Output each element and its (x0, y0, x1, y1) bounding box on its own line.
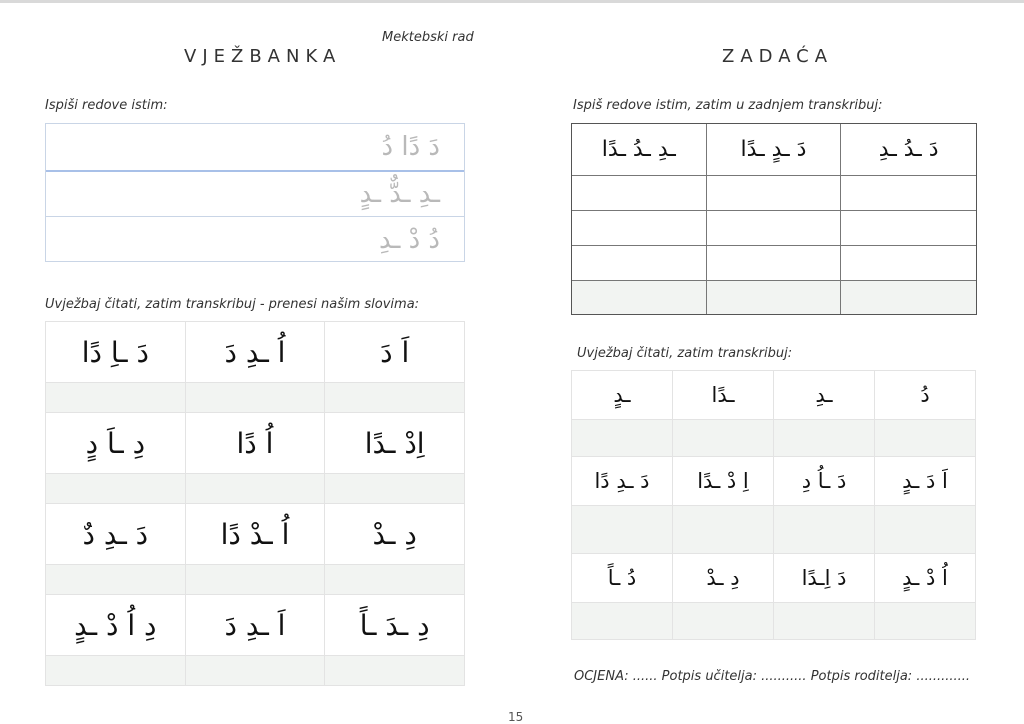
grid-cell (875, 371, 976, 420)
arabic-word: دِ ـدْ (372, 517, 417, 551)
homework-table (571, 123, 977, 315)
writing-line-3[interactable] (46, 217, 464, 263)
writing-cell[interactable] (841, 211, 976, 246)
left-reading-grid (45, 321, 465, 686)
right-reading-grid (571, 370, 976, 640)
arabic-word: اُ ـدِ دَ (224, 335, 286, 369)
grid-cell (875, 457, 976, 506)
right-page-title: ZADAĆA (722, 46, 834, 67)
arabic-word: اُ دًا (236, 426, 274, 460)
transcription-cell[interactable] (774, 506, 875, 554)
line-text: دُ دْ ـدِ (379, 225, 440, 255)
arabic-word: ـدٍ (613, 383, 631, 407)
transcription-cell[interactable] (325, 474, 465, 504)
grid-cell (186, 595, 326, 656)
transcription-cell[interactable] (46, 656, 186, 686)
right-instruction-1: Ispiš redove istim, zatim u zadnjem transkribuj: (573, 98, 883, 113)
writing-cell[interactable] (707, 176, 842, 211)
writing-cell[interactable] (707, 246, 842, 281)
grid-cell (875, 554, 976, 603)
grid-cell (46, 504, 186, 565)
transcription-cell[interactable] (673, 420, 774, 457)
transcription-cell[interactable] (673, 603, 774, 640)
line-text: دَ دًا دُ (381, 132, 440, 162)
left-instruction-1: Ispiši redove istim: (45, 98, 168, 113)
transcription-cell[interactable] (841, 281, 976, 314)
grid-cell (325, 595, 465, 656)
grid-cell (46, 322, 186, 383)
arabic-word: دَ ـدِ دًا (594, 469, 650, 493)
transcription-cell[interactable] (46, 565, 186, 595)
grid-cell (774, 554, 875, 603)
arabic-word: دِ ـدَ ـاً (359, 608, 430, 642)
transcription-cell[interactable] (572, 420, 673, 457)
grid-cell (325, 413, 465, 474)
arabic-word: دَ اِـدًا (801, 566, 847, 590)
grid-cell (572, 554, 673, 603)
grid-cell (325, 322, 465, 383)
transcription-cell[interactable] (707, 281, 842, 314)
arabic-word: اِدْ ـدًا (364, 426, 425, 460)
arabic-word: دِ ـاَ دٍ (85, 426, 146, 460)
arabic-word: دِ اُ دْ ـدٍ (74, 608, 157, 642)
grid-cell (673, 554, 774, 603)
grid-cell (46, 595, 186, 656)
arabic-word: دُ ـاً (607, 566, 637, 590)
transcription-cell[interactable] (673, 506, 774, 554)
transcription-cell[interactable] (572, 506, 673, 554)
arabic-word: ـدِ ـدُ ـدًا (601, 137, 676, 162)
arabic-word: دَ ـدٍ ـدًا (740, 137, 807, 162)
page-number: 15 (508, 710, 524, 724)
writing-cell[interactable] (572, 211, 707, 246)
grid-cell (673, 457, 774, 506)
transcription-cell[interactable] (572, 603, 673, 640)
writing-cell[interactable] (572, 176, 707, 211)
transcription-cell[interactable] (186, 565, 326, 595)
table-header-cell (572, 124, 707, 176)
arabic-word: ـدًا (711, 383, 735, 407)
arabic-word: دِ ـدْ (706, 566, 740, 590)
writing-line-2[interactable] (46, 171, 464, 217)
arabic-word: ـدِ (815, 383, 833, 407)
writing-lines (45, 123, 465, 262)
header-note: Mektebski rad (382, 30, 474, 45)
grid-cell (325, 504, 465, 565)
grid-cell (186, 413, 326, 474)
transcription-cell[interactable] (325, 656, 465, 686)
transcription-cell[interactable] (186, 383, 326, 413)
arabic-word: دُ (920, 383, 930, 407)
transcription-cell[interactable] (572, 281, 707, 314)
writing-cell[interactable] (572, 246, 707, 281)
transcription-cell[interactable] (186, 656, 326, 686)
arabic-word: اَ دَ (380, 335, 410, 369)
left-page-title: VJEŽBANKA (184, 46, 342, 67)
grid-cell (46, 413, 186, 474)
arabic-word: اَ دَ ـدٍ (902, 469, 948, 493)
writing-cell[interactable] (841, 176, 976, 211)
grid-cell (673, 371, 774, 420)
transcription-cell[interactable] (875, 420, 976, 457)
left-instruction-2: Uvježbaj čitati, zatim transkribuj - prenesi našim slovima: (45, 297, 420, 312)
arabic-word: دَ ـدُ ـدِ (878, 137, 939, 162)
grid-cell (572, 371, 673, 420)
line-text: ـدِ ـدٌّ ـدٍ (359, 179, 440, 209)
arabic-word: اَ ـدِ دَ (224, 608, 286, 642)
table-header-cell (707, 124, 842, 176)
transcription-cell[interactable] (325, 383, 465, 413)
grid-cell (186, 322, 326, 383)
transcription-cell[interactable] (875, 603, 976, 640)
arabic-word: اِ دْ ـدًا (697, 469, 749, 493)
transcription-cell[interactable] (875, 506, 976, 554)
writing-cell[interactable] (841, 246, 976, 281)
grid-cell (572, 457, 673, 506)
transcription-cell[interactable] (46, 474, 186, 504)
grading-footer: OCJENA: ...... Potpis učitelja: ........... Potpis roditelja: ............. (574, 669, 971, 684)
transcription-cell[interactable] (46, 383, 186, 413)
transcription-cell[interactable] (774, 420, 875, 457)
right-instruction-2: Uvježbaj čitati, zatim transkribuj: (577, 346, 793, 361)
arabic-word: اُ دْ ـدٍ (902, 566, 948, 590)
arabic-word: دَ ـاُ دِ (801, 469, 847, 493)
writing-cell[interactable] (707, 211, 842, 246)
transcription-cell[interactable] (774, 603, 875, 640)
arabic-word: دَ ـدِ دٌ (82, 517, 149, 551)
top-border (0, 0, 1024, 3)
table-header-cell (841, 124, 976, 176)
arabic-word: اُ ـدْ دًا (220, 517, 290, 551)
grid-cell (774, 457, 875, 506)
grid-cell (774, 371, 875, 420)
transcription-cell[interactable] (186, 474, 326, 504)
transcription-cell[interactable] (325, 565, 465, 595)
arabic-word: دَ ـاِ دًا (81, 335, 149, 369)
writing-line-1[interactable] (46, 124, 464, 170)
grid-cell (186, 504, 326, 565)
